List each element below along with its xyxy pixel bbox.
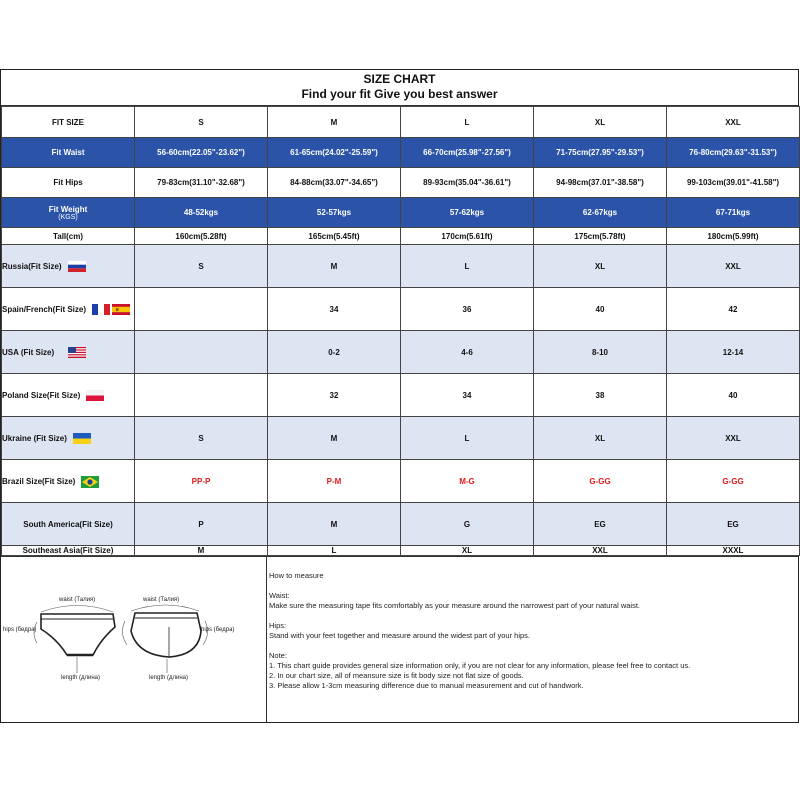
poland-row — [2, 374, 800, 417]
row-label: Southeast Asia(Fit Size) — [2, 546, 135, 556]
russia-flag-icon — [68, 261, 86, 272]
waist-label-back: waist (Талия) — [143, 597, 180, 603]
table-cell: G — [401, 503, 534, 546]
length-label: length (длина) — [61, 675, 101, 681]
chart-title: SIZE CHART — [363, 72, 436, 86]
table-cell — [135, 331, 268, 374]
table-cell: 40 — [534, 288, 667, 331]
table-cell: M — [268, 245, 401, 288]
waist-text: Make sure the measuring tape fits comfortably as your measure around the narrowest part of your natural waist. — [269, 601, 641, 610]
fit-size-label: FIT SIZE — [2, 107, 135, 138]
table-cell: XXL — [667, 417, 800, 460]
table-cell: 52-57kgs — [268, 198, 401, 228]
size-header: XXL — [667, 107, 800, 138]
brazil-flag-icon — [81, 476, 99, 487]
tall-row — [2, 228, 800, 245]
size-chart-sheet — [0, 69, 799, 723]
table-cell: G-GG — [534, 460, 667, 503]
table-cell: S — [135, 417, 268, 460]
table-cell: XL — [534, 245, 667, 288]
table-cell: 170cm(5.61ft) — [401, 228, 534, 245]
table-cell: 12-14 — [667, 331, 800, 374]
underwear-diagram-icon — [1, 557, 266, 722]
weight-unit-label: (KGS) — [58, 213, 78, 221]
size-header: M — [268, 107, 401, 138]
hips-text: Stand with your feet together and measure around the widest part of your hips. — [269, 631, 530, 640]
row-label: Fit Hips — [2, 168, 135, 198]
row-label: Tall(cm) — [2, 228, 135, 245]
table-cell: 62-67kgs — [534, 198, 667, 228]
ukraine-flag-icon — [73, 433, 91, 444]
table-cell: 67-71kgs — [667, 198, 800, 228]
table-cell: 79-83cm(31.10"-32.68") — [135, 168, 268, 198]
table-cell: 4-6 — [401, 331, 534, 374]
weight-row — [2, 198, 800, 228]
table-cell: 84-88cm(33.07"-34.65") — [268, 168, 401, 198]
table-cell: 38 — [534, 374, 667, 417]
table-cell: G-GG — [667, 460, 800, 503]
note-2: 2. In our chart size, all of meansure size is fit body size not flat size of goods. — [269, 671, 524, 680]
spain-flag-icon — [112, 304, 130, 315]
brazil-row — [2, 460, 800, 503]
size-header: S — [135, 107, 268, 138]
table-cell: XL — [534, 417, 667, 460]
table-cell: 175cm(5.78ft) — [534, 228, 667, 245]
russia-label: Russia(Fit Size) — [2, 261, 62, 271]
table-cell: 180cm(5.99ft) — [667, 228, 800, 245]
table-cell: 56-60cm(22.05"-23.62") — [135, 138, 268, 168]
table-cell: 66-70cm(25.98"-27.56") — [401, 138, 534, 168]
table-cell: M — [135, 546, 268, 556]
table-cell: M — [268, 417, 401, 460]
table-cell: XL — [401, 546, 534, 556]
south-america-row — [2, 503, 800, 546]
row-label — [2, 245, 135, 288]
fit-size-row — [2, 107, 800, 138]
table-cell: 34 — [401, 374, 534, 417]
table-cell — [135, 374, 268, 417]
measurement-diagram — [1, 557, 267, 722]
table-cell: 32 — [268, 374, 401, 417]
spain-french-label: Spain/French(Fit Size) — [2, 304, 87, 314]
ukraine-row — [2, 417, 800, 460]
brazil-label: Brazil Size(Fit Size) — [2, 476, 76, 486]
usa-flag-icon — [68, 347, 86, 358]
hips-label: hips (бедра) — [3, 627, 37, 633]
row-label — [2, 417, 135, 460]
size-header: XL — [534, 107, 667, 138]
table-cell: 34 — [268, 288, 401, 331]
france-flag-icon — [92, 304, 110, 315]
table-cell: 42 — [667, 288, 800, 331]
table-cell: 0-2 — [268, 331, 401, 374]
how-to-measure-heading: How to measure — [269, 571, 324, 580]
row-label — [2, 198, 135, 228]
title-block — [1, 70, 798, 106]
table-cell: 165cm(5.45ft) — [268, 228, 401, 245]
weight-label: Fit Weight — [48, 204, 88, 214]
southeast-asia-row — [2, 546, 800, 556]
table-cell: 8-10 — [534, 331, 667, 374]
table-cell: 71-75cm(27.95"-29.53") — [534, 138, 667, 168]
table-cell: 40 — [667, 374, 800, 417]
table-cell: 94-98cm(37.01"-38.58") — [534, 168, 667, 198]
table-cell: 160cm(5.28ft) — [135, 228, 268, 245]
size-table — [1, 106, 800, 556]
row-label — [2, 374, 135, 417]
measure-section — [1, 556, 798, 722]
table-cell: XXXL — [667, 546, 800, 556]
table-cell: 57-62kgs — [401, 198, 534, 228]
size-header: L — [401, 107, 534, 138]
table-cell: XXL — [534, 546, 667, 556]
note-3: 3. Please allow 1-3cm measuring difference due to manual measurement and cut of handwork. — [269, 681, 584, 690]
table-cell: 99-103cm(39.01"-41.58") — [667, 168, 800, 198]
table-cell: 48-52kgs — [135, 198, 268, 228]
table-cell: M-G — [401, 460, 534, 503]
waist-row — [2, 138, 800, 168]
table-cell: XXL — [667, 245, 800, 288]
usa-label: USA (Fit Size) — [2, 347, 55, 357]
table-cell: M — [268, 503, 401, 546]
spain-french-row — [2, 288, 800, 331]
table-cell: L — [401, 417, 534, 460]
table-cell: 89-93cm(35.04"-36.61") — [401, 168, 534, 198]
row-label — [2, 288, 135, 331]
waist-label: waist (Талия) — [59, 597, 96, 603]
ukraine-label: Ukraine (Fit Size) — [2, 433, 67, 443]
table-cell: 36 — [401, 288, 534, 331]
chart-subtitle: Find your fit Give you best answer — [301, 87, 498, 101]
note-title: Note: — [269, 651, 287, 660]
usa-row — [2, 331, 800, 374]
waist-title: Waist: — [269, 591, 290, 600]
table-cell: EG — [534, 503, 667, 546]
table-cell: S — [135, 245, 268, 288]
table-cell: P — [135, 503, 268, 546]
hips-row — [2, 168, 800, 198]
poland-label: Poland Size(Fit Size) — [2, 390, 81, 400]
table-cell: EG — [667, 503, 800, 546]
table-cell: P-M — [268, 460, 401, 503]
table-cell: 76-80cm(29.63"-31.53") — [667, 138, 800, 168]
poland-flag-icon — [86, 390, 104, 401]
russia-row — [2, 245, 800, 288]
table-cell: L — [401, 245, 534, 288]
row-label — [2, 331, 135, 374]
measure-notes — [267, 557, 798, 722]
length-label-back: length (длина) — [149, 675, 189, 681]
table-cell — [135, 288, 268, 331]
hips-label-back: hips (бедра) — [201, 627, 235, 633]
row-label: Fit Waist — [2, 138, 135, 168]
row-label: South America(Fit Size) — [2, 503, 135, 546]
note-1: 1. This chart guide provides general size information only, if you are not clear for any information, please feel free to contact us. — [269, 661, 691, 670]
hips-title: Hips: — [269, 621, 287, 630]
table-cell: L — [268, 546, 401, 556]
table-cell: PP-P — [135, 460, 268, 503]
row-label — [2, 460, 135, 503]
table-cell: 61-65cm(24.02"-25.59") — [268, 138, 401, 168]
